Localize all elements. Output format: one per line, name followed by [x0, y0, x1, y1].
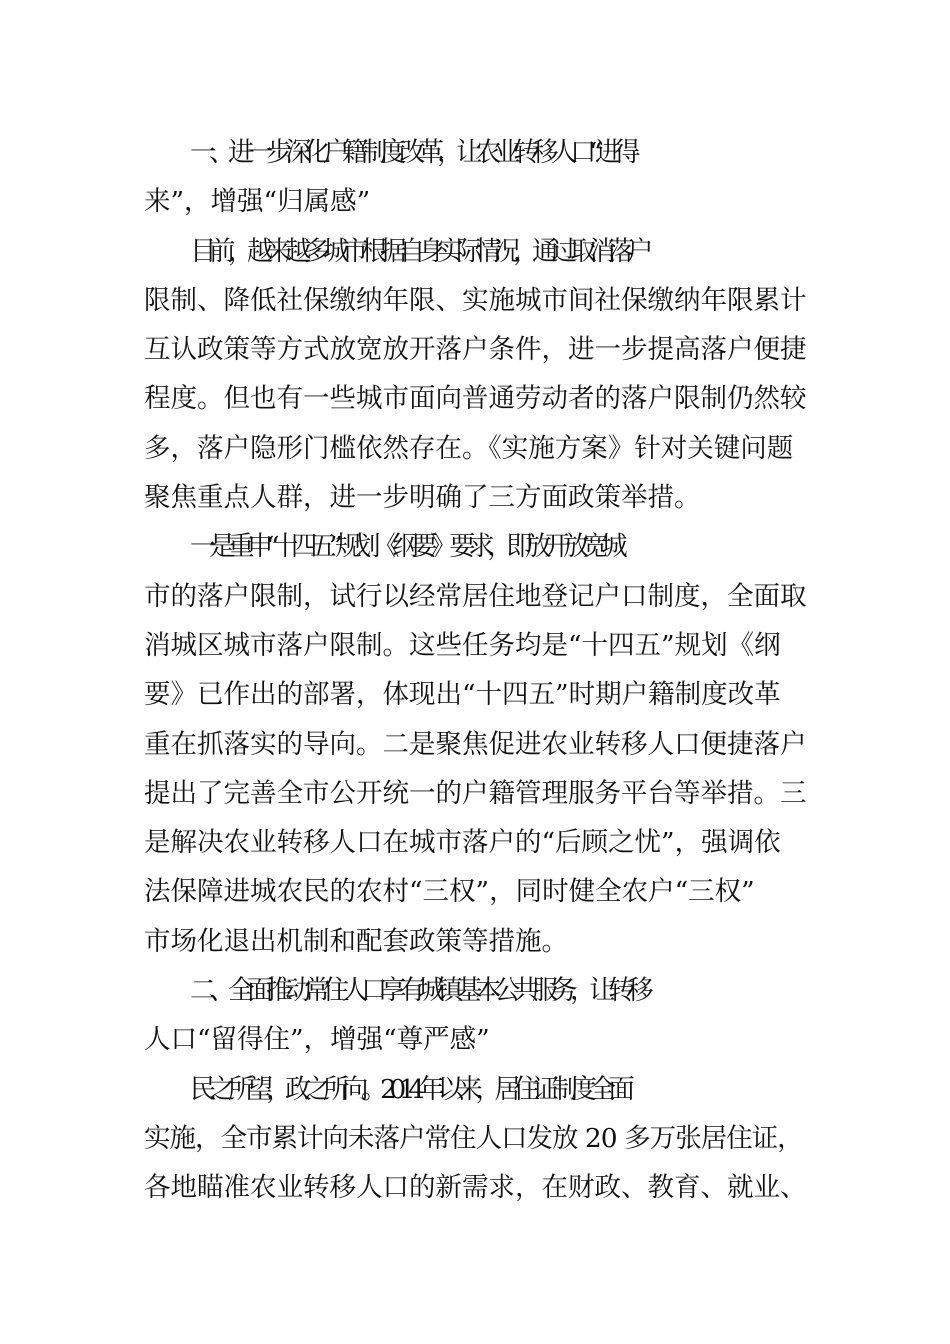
text-line: 多，落户隐形门槛依然存在。《实施方案》针对关键问题 — [144, 432, 794, 464]
text-line: 重在抓落实的导向。二是聚焦促进农业转移人口便捷落户 — [144, 728, 807, 760]
text-line: 是解决农业转移人口在城市落户的“后顾之忧”，强调依 — [144, 827, 781, 859]
text-line: 程度。但也有一些城市面向普通劳动者的落户限制仍然较 — [144, 383, 807, 415]
text-line: 目前，越来越多城市根据自身实际情况，通过取消落户 — [190, 235, 646, 267]
text-line: 实施，全市累计向未落户常住人口发放 20 多万张居住证， — [144, 1122, 803, 1154]
text-line: 提出了完善全市公开统一的户籍管理服务平台等举措。三 — [144, 777, 807, 809]
text-line: 二、全面推动常住人口享有城镇基本公共服务，让转移 — [190, 975, 646, 1007]
paragraph-3 — [144, 1065, 806, 1213]
paragraph-2 — [144, 522, 806, 966]
text-line: 人口“留得住”，增强“尊严感” — [144, 1024, 490, 1056]
section-heading-2 — [144, 966, 806, 1065]
text-line: 市场化退出机制和配套政策等措施。 — [144, 925, 568, 957]
text-line: 各地瞄准农业转移人口的新需求，在财政、教育、就业、 — [144, 1172, 807, 1204]
text-line: 法保障进城农民的农村“三权”，同时健全农户“三权” — [144, 876, 755, 908]
text-line: 一是重申“十四五”规划《纲要》要求，即放开放宽城 — [190, 531, 621, 563]
document-body — [144, 128, 806, 1213]
text-line: 聚焦重点人群，进一步明确了三方面政策举措。 — [144, 482, 701, 514]
section-heading-1 — [144, 128, 806, 227]
text-line: 要》已作出的部署，体现出“十四五”时期户籍制度改革 — [144, 679, 781, 711]
text-line: 民之所望，政之所向。2014 年以来，居住证制度全面 — [190, 1073, 628, 1105]
text-line: 来”，增强“归属感” — [144, 186, 371, 218]
text-line: 市的落户限制，试行以经常居住地登记户口制度，全面取 — [144, 580, 807, 612]
text-line: 消城区城市落户限制。这些任务均是“十四五”规划《纲 — [144, 629, 781, 661]
text-line: 限制、降低社保缴纳年限、实施城市间社保缴纳年限累计 — [144, 284, 807, 316]
text-line: 一、进一步深化户籍制度改革，让农业转移人口“进得 — [190, 137, 634, 168]
paragraph-1 — [144, 227, 806, 523]
text-line: 互认政策等方式放宽放开落户条件，进一步提高落户便捷 — [144, 334, 807, 366]
